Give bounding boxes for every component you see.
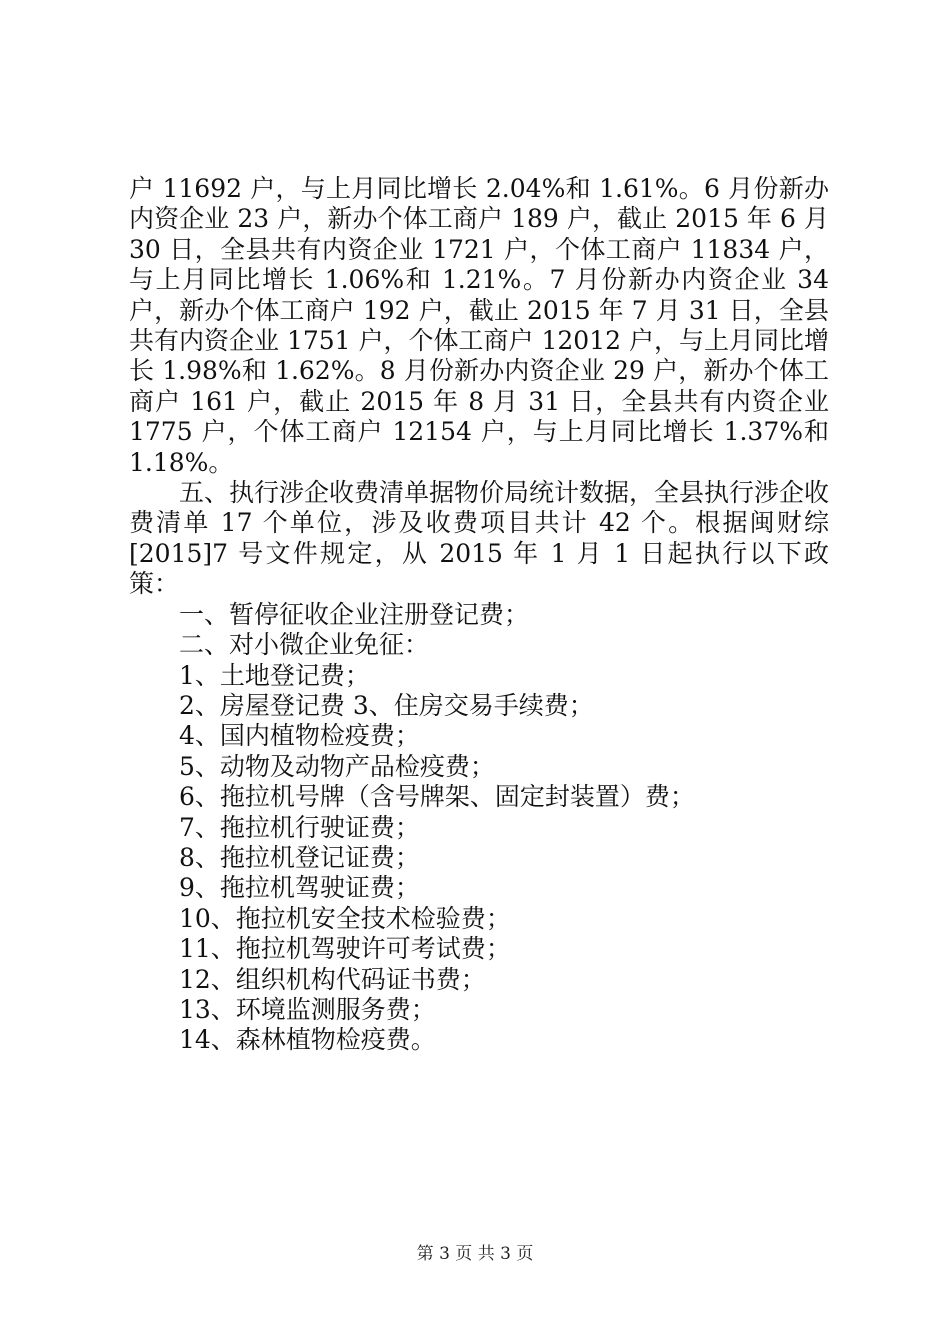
list-item: 5、动物及动物产品检疫费； [179,751,495,781]
fee-policy-paragraph: 五、执行涉企收费清单据物价局统计数据，全县执行涉企收费清单 17 个单位，涉及收费项目共计 42 个。根据闽财综[2015]7 号文件规定，从 2015 年 1 月 1 日起执行以下政策： [129,478,830,599]
list-item: 6、拖拉机号牌（含号牌架、固定封装置）费； [179,782,695,812]
list-item: 2、房屋登记费 3、住房交易手续费； [179,690,594,720]
list-item: 9、拖拉机驾驶证费； [179,873,420,903]
list-item: 二、对小微企业免征： [179,630,430,660]
list-item: 14、森林植物检疫费。 [179,1025,436,1055]
list-item: 11、拖拉机驾驶许可考试费； [179,934,511,964]
list-item: 8、拖拉机登记证费； [179,842,420,872]
list-item: 12、组织机构代码证书费； [179,964,486,994]
list-item: 4、国内植物检疫费； [179,721,420,751]
list-item: 7、拖拉机行驶证费； [179,812,420,842]
list-item: 10、拖拉机安全技术检验费； [179,903,511,933]
policy-list [129,600,829,1056]
list-item: 13、环境监测服务费； [179,994,436,1024]
page-number: 第 3 页 共 3 页 [416,1244,534,1264]
page-footer [0,1243,950,1265]
list-item: 一、暂停征收企业注册登记费； [179,599,530,629]
document-body [129,174,829,1056]
statistics-paragraph: 户 11692 户，与上月同比增长 2.04%和 1.61%。6 月份新办内资企业 23 户，新办个体工商户 189 户，截止 2015 年 6 月 30 日，全县共有内资企业 1721 户，个体工商户 11834 户，与上月同比增长 1.06%和 1.21%。7 月份新办内资企业 34 户，新办个体工商户 192 户，截止 2015 年 7 月 31 日，全县共有内资企业 1751 户，个体工商户 12012 户，与上月同比增长 1.98%和 1.62%。8 月份新办内资企业 29 户，新办个体工商户 161 户，截止 2015 年 8 月 31 日，全县共有内资企业 1775 户，个体工商户 12154 户，与上月同比增长 1.37%和 1.18%。 [129,174,829,477]
list-item: 1、土地登记费； [179,660,370,690]
